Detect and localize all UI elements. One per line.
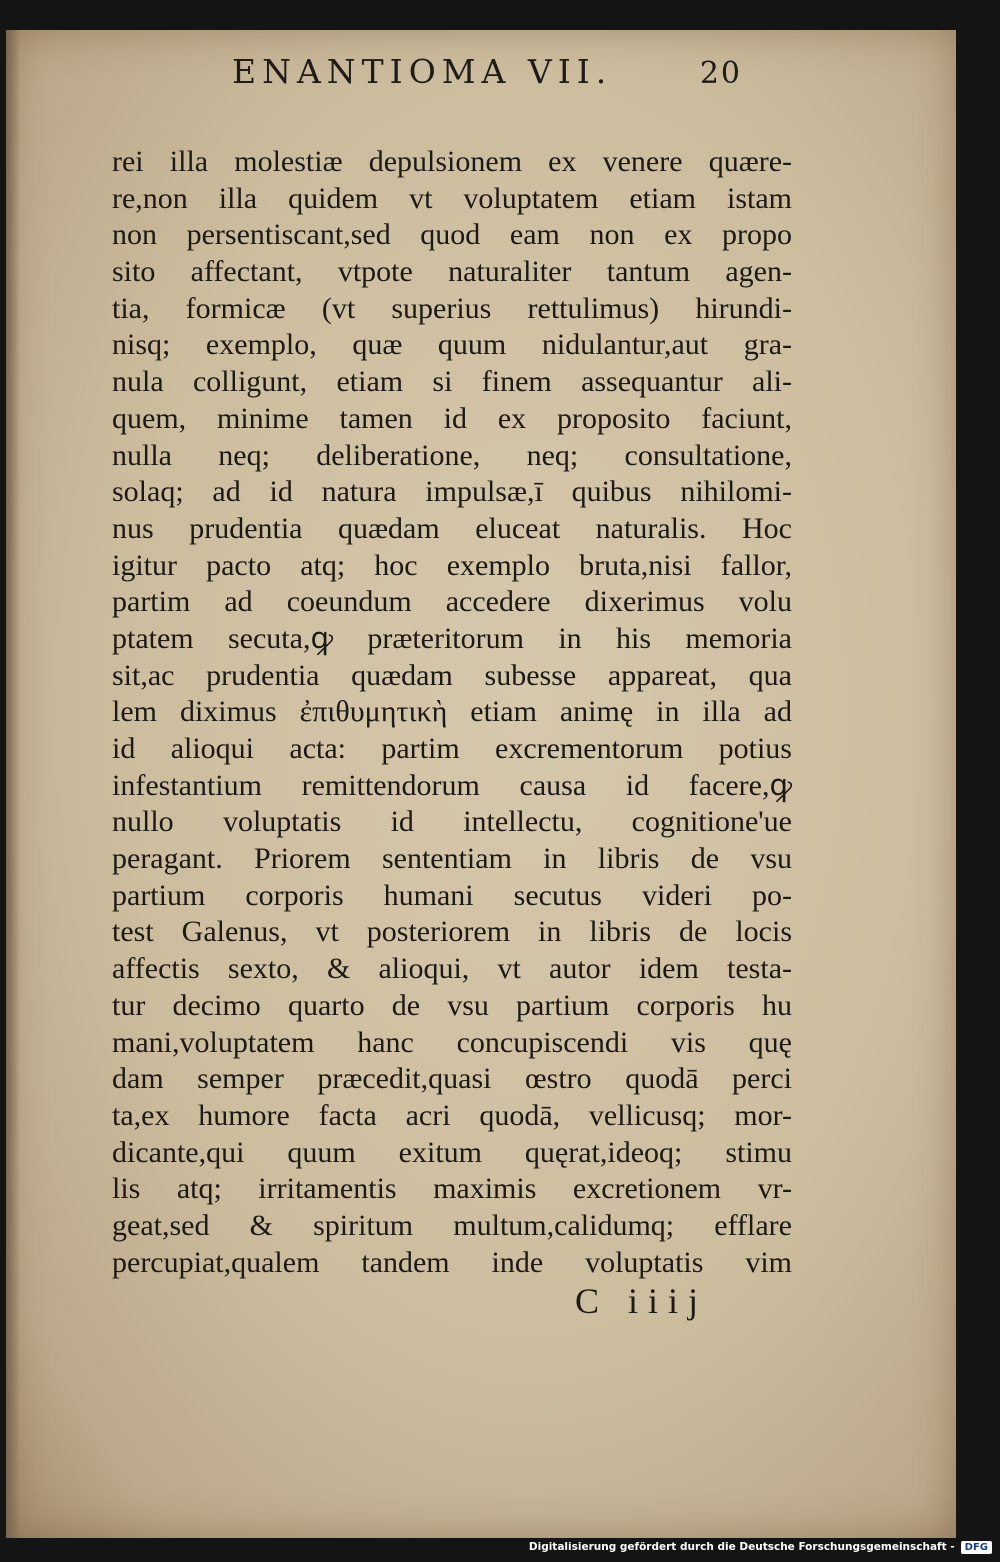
text-line: ptatem secuta,ꝙ præteritorum in his memoria: [112, 621, 792, 655]
text-line: sit,ac prudentia quædam subesse appareat, qua: [112, 658, 792, 692]
text-line: quem, minime tamen id ex proposito faciunt,: [112, 401, 792, 435]
text-line: rei illa molestiæ depulsionem ex venere quære-: [112, 145, 792, 178]
running-head: [232, 52, 752, 102]
text-line: infestantium remittendorum causa id facere,ꝙ: [112, 768, 792, 802]
text-line: sito affectant, vtpote naturaliter tantum agen-: [112, 255, 792, 289]
dfg-logo-icon: DFG: [961, 1541, 992, 1554]
text-line: lis atq; irritamentis maximis excretionem vr-: [112, 1172, 792, 1206]
page-gutter-shadow: [6, 30, 20, 1538]
text-line: dicante,qui quum exitum quęrat,ideoq; stimu: [112, 1135, 792, 1169]
text-line: non persentiscant,sed quod eam non ex propo: [112, 218, 792, 252]
text-line: geat,sed & spiritum multum,calidumq; efflare: [112, 1208, 792, 1242]
text-line: partim ad coeundum accedere dixerimus volu: [112, 585, 792, 619]
text-line: nisq; exemplo, quæ quum nidulantur,aut gra-: [112, 328, 792, 362]
footer-credit: Digitalisierung gefördert durch die Deutsche Forschungsgemeinschaft -: [528, 1541, 955, 1553]
text-line: nullo voluptatis id intellectu, cognitione'ue: [112, 805, 792, 839]
text-line: tia, formicæ (vt superius rettulimus) hirundi-: [112, 291, 792, 325]
digitization-footer: [529, 1538, 992, 1556]
running-title: ENANTIOMA VII.: [232, 52, 613, 91]
body-text: [112, 144, 792, 1281]
text-line: ta,ex humore facta acri quodā, vellicusq; mor-: [112, 1098, 792, 1132]
text-line: nula colligunt, etiam si finem assequantur ali-: [112, 365, 792, 399]
text-line: solaq; ad id natura impulsæ,ī quibus nihilomi-: [112, 475, 792, 509]
text-line: partium corporis humani secutus videri po-: [112, 878, 792, 912]
text-line: tur decimo quarto de vsu partium corporis hu: [112, 988, 792, 1022]
text-line: test Galenus, vt posteriorem in libris de locis: [112, 915, 792, 949]
text-line: peragant. Priorem sententiam in libris de vsu: [112, 842, 792, 876]
text-line: igitur pacto atq; hoc exemplo bruta,nisi fallor,: [112, 548, 792, 582]
text-line: percupiat,qualem tandem inde voluptatis vim: [112, 1245, 792, 1279]
signature-mark: C iiij: [575, 1281, 709, 1321]
text-line: id alioqui acta: partim excrementorum potius: [112, 732, 792, 765]
text-line: lem diximus ἐπιθυμητικὴ etiam animę in illa ad: [112, 695, 792, 729]
text-line: re,non illa quidem vt voluptatem etiam istam: [112, 181, 792, 215]
text-line: mani,voluptatem hanc concupiscendi vis quę: [112, 1025, 792, 1059]
text-line: nulla neq; deliberatione, neq; consultatione,: [112, 438, 792, 472]
text-line: dam semper præcedit,quasi œstro quodā perci: [112, 1062, 792, 1096]
folio-number: 20: [699, 56, 742, 91]
text-line: nus prudentia quædam eluceat naturalis. Hoc: [112, 511, 792, 545]
text-line: affectis sexto, & alioqui, vt autor idem testa-: [112, 952, 792, 986]
